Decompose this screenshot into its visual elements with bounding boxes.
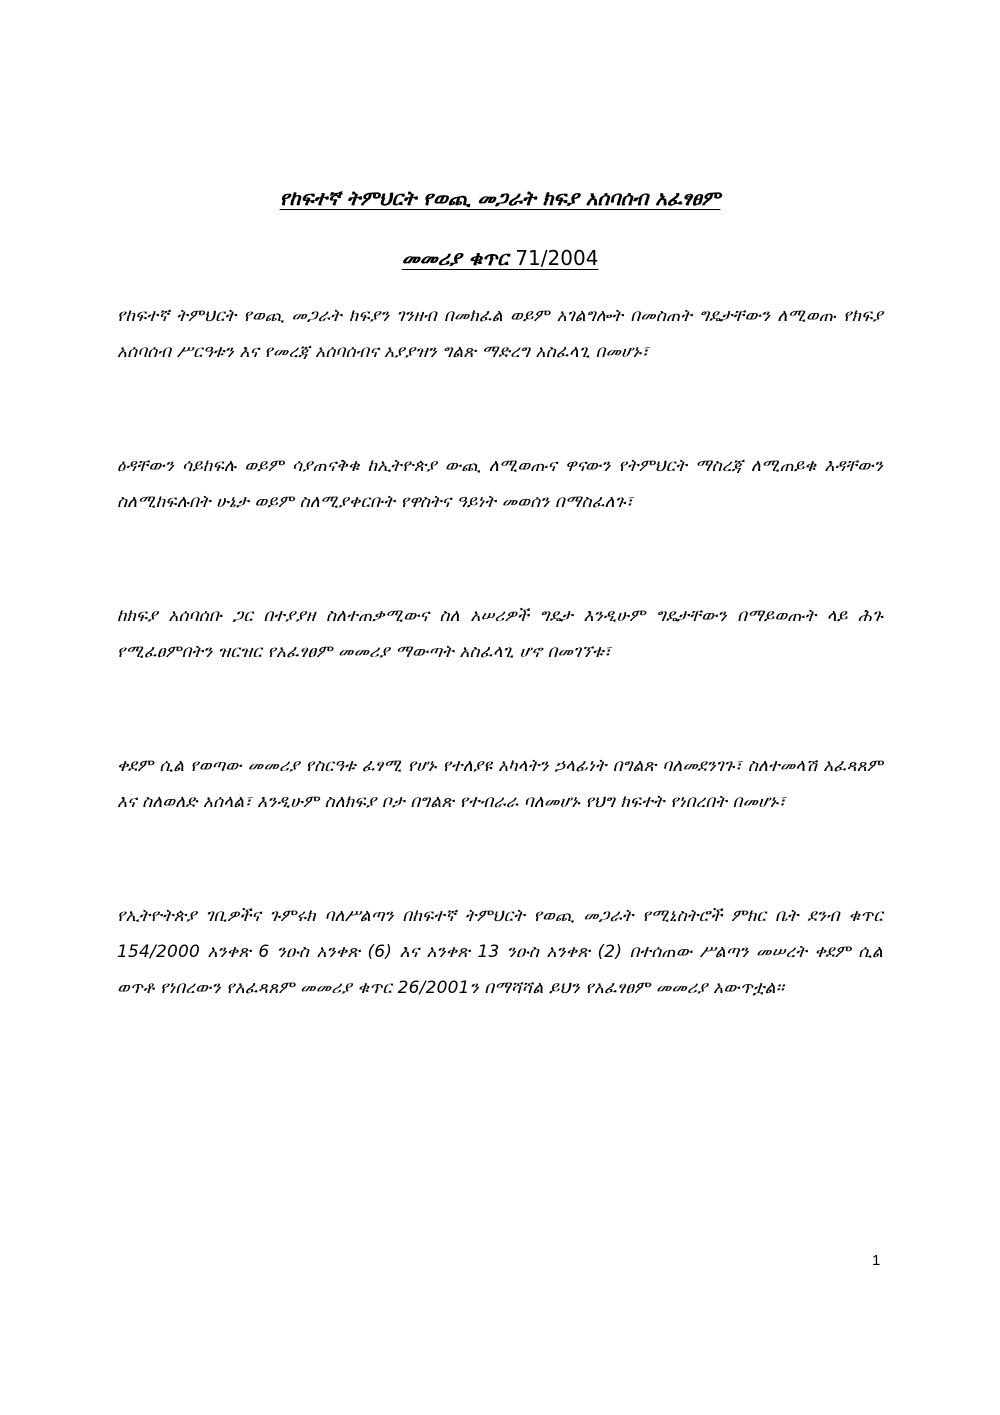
directive-label: መመሪያ ቁጥር	[401, 246, 509, 270]
paragraph-4: ቀደም ሲል የወጣው መመሪያ የስርዓቱ ፈፃሚ የሆኑ የተለያዩ አካላትን ኃላፊነት በግልጽ ባለመደንገጉ፣ ስለተመላሽ አፈጻጸም እና ስለወለድ አሰላል፣ እንዲሁም ስለክፍያ ቦታ በግልጽ የተብራራ ባለመሆኑ የህግ ክፍተት የነበረበት በመሆኑ፣	[117, 756, 883, 812]
title-line-1: የከፍተኛ ትምህርት የወጪ መጋራት ክፍያ አሰባሰብ አፈፃፀም	[279, 186, 721, 210]
paragraph-3: ከክፍያ አሰባሰቡ ጋር በተያያዘ ስለተጠቃሚውና ስለ አሠሪዎች ግዴታ እንዲሁም ግዴታቸውን በማይወጡት ላይ ሕጉ የሚፈፀምበትን ዝርዝር የአፈፃፀም መመሪያ ማውጣት አስፈላጊ ሆኖ በመገኘቱ፣	[117, 606, 883, 662]
document-title	[0, 186, 1000, 210]
paragraph-2: ዕዳቸውን ሳይከፍሉ ወይም ሳያጠናቅቁ ከኢትዮጵያ ውጪ ለሚወጡና ዋናውን የትምህርት ማስረጃ ለሚጠይቁ እዳቸውን ስለሚከፍሉበት ሁኔታ ወይም ስለሚያቀርቡት የዋስትና ዓይነት መወሰን በማስፈለጉ፣	[117, 456, 883, 512]
paragraph-5: የኢትዮትጵያ ገቢዎችና ጉምሩክ ባለሥልጣን በከፍተኛ ትምህርት የወጪ መጋራት የሚኒስትሮች ምክር ቤት ደንብ ቁጥር 154/2000 አንቀጽ 6 ንዑስ አንቀጽ (6) እና አንቀጽ 13 ንዑስ አንቀጽ (2) በተሰጠው ሥልጣን መሠረት ቀደም ሲል ወጥቶ የነበረውን የአፈጻጸም መመሪያ ቁጥር 26/2001ን በማሻሻል ይህን የአፈፃፀም መመሪያ አውጥቷል፡፡	[117, 906, 883, 998]
page-number: 1	[872, 1252, 881, 1269]
directive-number: 71/2004	[515, 246, 599, 270]
directive-number-heading	[0, 246, 1000, 270]
paragraph-1: የከፍተኛ ትምህርት የወጪ መጋራት ክፍያን ገንዘብ በመክፈል ወይም አገልግሎት በመስጠት ግዴታቸውን ለሚወጡ የክፍያ አሰባሰብ ሥርዓቱን እና የመረጃ አሰባሰብና አያያዝን ግልጽ ማድረግ አስፈላጊ በመሆኑ፣	[117, 306, 883, 362]
